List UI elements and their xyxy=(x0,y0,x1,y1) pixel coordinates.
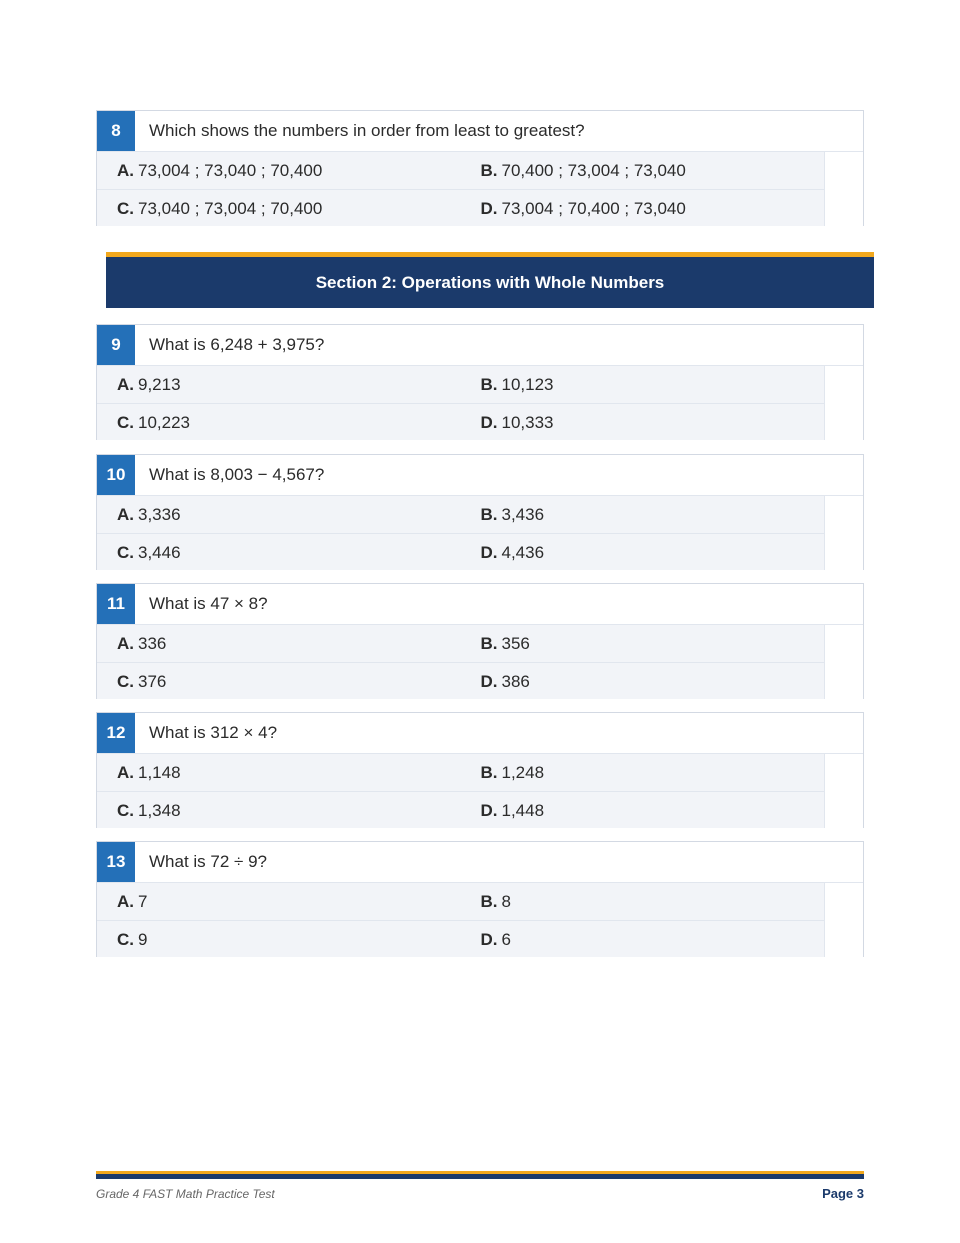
option-row xyxy=(97,920,824,958)
option-c[interactable] xyxy=(97,801,461,821)
option-text: 9 xyxy=(138,929,148,949)
question-number: 13 xyxy=(97,842,135,882)
option-d[interactable] xyxy=(461,413,825,433)
option-letter: B. xyxy=(480,160,498,180)
option-a[interactable] xyxy=(97,634,461,654)
option-text: 10,223 xyxy=(138,412,190,432)
option-text: 10,333 xyxy=(501,412,554,432)
option-c[interactable] xyxy=(97,199,461,219)
question-header xyxy=(97,455,863,496)
question-text: What is 47 × 8? xyxy=(149,594,268,613)
option-c[interactable] xyxy=(97,543,461,563)
answer-options xyxy=(97,366,825,440)
option-letter: D. xyxy=(480,412,498,432)
option-letter: C. xyxy=(117,800,134,820)
question-number: 9 xyxy=(97,325,135,365)
option-text: 356 xyxy=(501,633,530,653)
section-banner xyxy=(106,252,874,308)
question-number: 12 xyxy=(97,713,135,753)
option-a[interactable] xyxy=(97,763,461,783)
option-row xyxy=(97,189,824,227)
option-row xyxy=(97,533,824,571)
option-text: 73,004 ; 70,400 ; 73,040 xyxy=(501,198,686,218)
option-letter: D. xyxy=(480,671,498,691)
question-text: What is 312 × 4? xyxy=(149,723,278,742)
question-body xyxy=(97,754,863,828)
question-header xyxy=(97,325,863,366)
option-letter: C. xyxy=(117,542,134,562)
question-text: What is 6,248 + 3,975? xyxy=(149,335,325,354)
option-d[interactable] xyxy=(461,930,825,950)
question-body xyxy=(97,496,863,570)
option-text: 9,213 xyxy=(138,374,181,394)
option-d[interactable] xyxy=(461,199,825,219)
option-b[interactable] xyxy=(461,161,825,181)
option-b[interactable] xyxy=(461,505,825,525)
question-card xyxy=(96,110,864,226)
answer-options xyxy=(97,883,825,957)
option-letter: B. xyxy=(480,633,498,653)
question-text: Which shows the numbers in order from least to greatest? xyxy=(149,121,585,140)
option-text: 70,400 ; 73,004 ; 73,040 xyxy=(501,160,686,180)
option-text: 376 xyxy=(138,671,167,691)
option-row xyxy=(97,496,824,533)
answer-options xyxy=(97,625,825,699)
answer-space[interactable] xyxy=(825,754,863,828)
option-letter: B. xyxy=(480,891,498,911)
option-d[interactable] xyxy=(461,672,825,692)
question-card xyxy=(96,324,864,440)
option-text: 3,336 xyxy=(138,504,181,524)
question-card xyxy=(96,454,864,570)
answer-space[interactable] xyxy=(825,625,863,699)
answer-options xyxy=(97,754,825,828)
option-row xyxy=(97,625,824,662)
option-d[interactable] xyxy=(461,543,825,563)
option-letter: A. xyxy=(117,374,134,394)
question-body xyxy=(97,366,863,440)
answer-space[interactable] xyxy=(825,496,863,570)
option-text: 7 xyxy=(138,891,148,911)
section-title: Section 2: Operations with Whole Numbers xyxy=(315,272,665,292)
option-text: 386 xyxy=(501,671,530,691)
question-header xyxy=(97,713,863,754)
option-row xyxy=(97,366,824,403)
question-card xyxy=(96,583,864,699)
option-c[interactable] xyxy=(97,672,461,692)
option-text: 6 xyxy=(501,929,511,949)
footer-divider-navy xyxy=(96,1174,864,1179)
answer-space[interactable] xyxy=(825,152,863,226)
option-a[interactable] xyxy=(97,892,461,912)
answer-options xyxy=(97,152,825,226)
question-header xyxy=(97,842,863,883)
option-row xyxy=(97,791,824,829)
option-b[interactable] xyxy=(461,375,825,395)
option-letter: B. xyxy=(480,374,498,394)
option-text: 4,436 xyxy=(501,542,545,562)
option-text: 1,448 xyxy=(501,800,545,820)
question-number: 8 xyxy=(97,111,135,151)
option-letter: B. xyxy=(480,504,498,524)
option-letter: C. xyxy=(117,412,134,432)
question-card xyxy=(96,841,864,957)
option-letter: A. xyxy=(117,504,134,524)
option-letter: A. xyxy=(117,633,134,653)
option-a[interactable] xyxy=(97,161,461,181)
option-a[interactable] xyxy=(97,375,461,395)
footer-document-title: Grade 4 FAST Math Practice Test xyxy=(96,1187,275,1201)
option-letter: D. xyxy=(480,929,498,949)
option-letter: C. xyxy=(117,929,134,949)
option-letter: D. xyxy=(480,800,498,820)
option-letter: D. xyxy=(480,542,498,562)
footer-page-number: Page 3 xyxy=(822,1186,864,1201)
answer-space[interactable] xyxy=(825,883,863,957)
question-header xyxy=(97,584,863,625)
option-letter: D. xyxy=(480,198,498,218)
option-row xyxy=(97,662,824,700)
option-text: 1,248 xyxy=(501,762,545,782)
option-letter: B. xyxy=(480,762,498,782)
option-b[interactable] xyxy=(461,763,825,783)
option-text: 8 xyxy=(501,891,511,911)
option-row xyxy=(97,403,824,441)
option-text: 1,348 xyxy=(138,800,181,820)
question-text: What is 72 ÷ 9? xyxy=(149,852,267,871)
option-text: 3,446 xyxy=(138,542,181,562)
question-number: 11 xyxy=(97,584,135,624)
question-text: What is 8,003 − 4,567? xyxy=(149,465,325,484)
option-text: 73,040 ; 73,004 ; 70,400 xyxy=(138,198,323,218)
option-letter: C. xyxy=(117,198,134,218)
option-row xyxy=(97,883,824,920)
option-text: 3,436 xyxy=(501,504,545,524)
option-row xyxy=(97,754,824,791)
option-letter: A. xyxy=(117,762,134,782)
option-text: 1,148 xyxy=(138,762,181,782)
option-text: 73,004 ; 73,040 ; 70,400 xyxy=(138,160,323,180)
question-header xyxy=(97,111,863,152)
question-body xyxy=(97,625,863,699)
option-letter: C. xyxy=(117,671,134,691)
question-body xyxy=(97,883,863,957)
question-number: 10 xyxy=(97,455,135,495)
question-card xyxy=(96,712,864,828)
option-text: 336 xyxy=(138,633,167,653)
option-letter: A. xyxy=(117,891,134,911)
option-b[interactable] xyxy=(461,892,825,912)
option-text: 10,123 xyxy=(501,374,554,394)
option-c[interactable] xyxy=(97,413,461,433)
question-body xyxy=(97,152,863,226)
answer-space[interactable] xyxy=(825,366,863,440)
option-d[interactable] xyxy=(461,801,825,821)
footer-divider xyxy=(96,1171,864,1179)
option-row xyxy=(97,152,824,189)
answer-options xyxy=(97,496,825,570)
option-letter: A. xyxy=(117,160,134,180)
option-c[interactable] xyxy=(97,930,461,950)
option-a[interactable] xyxy=(97,505,461,525)
option-b[interactable] xyxy=(461,634,825,654)
